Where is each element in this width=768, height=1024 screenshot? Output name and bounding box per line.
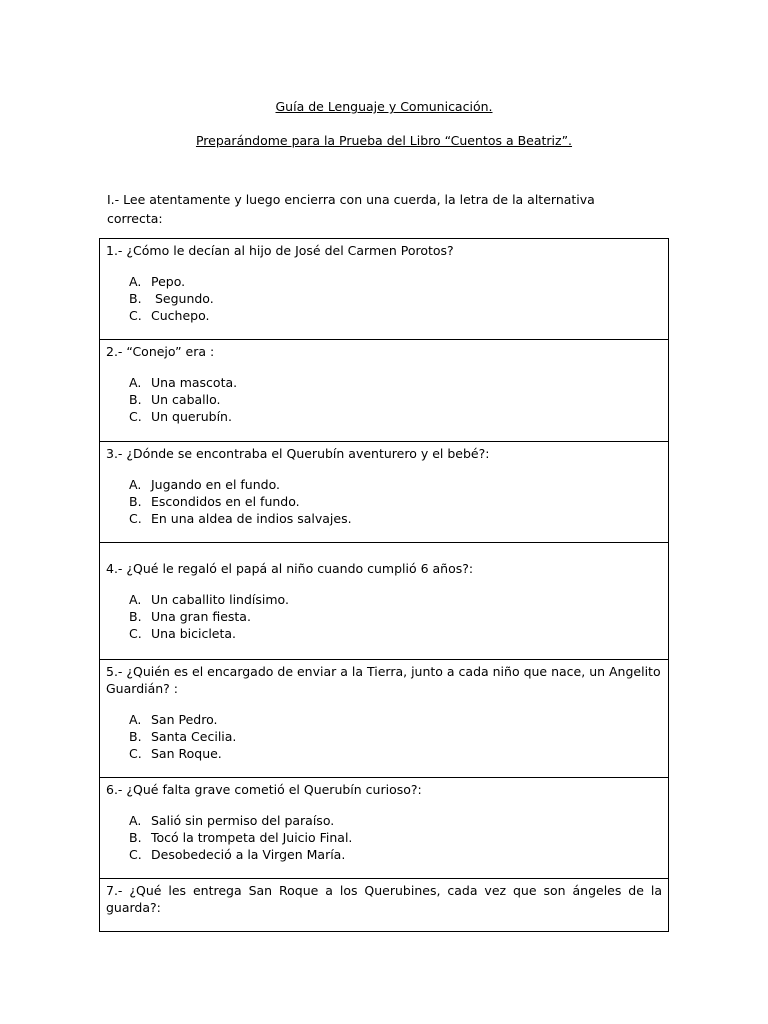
option-letter: C. bbox=[129, 847, 142, 862]
question-row-5 bbox=[100, 660, 669, 778]
option-text: Una bicicleta. bbox=[151, 626, 237, 641]
option-letter: C. bbox=[129, 308, 142, 323]
option-item bbox=[129, 591, 662, 608]
question-row-7 bbox=[100, 879, 669, 932]
question-cell bbox=[100, 239, 669, 340]
question-text: 1.- ¿Cómo le decían al hijo de José del Carmen Porotos? bbox=[106, 243, 454, 258]
question-cell bbox=[100, 442, 669, 543]
option-item bbox=[129, 290, 662, 307]
option-text: Segundo. bbox=[151, 291, 214, 306]
question-cell bbox=[100, 778, 669, 879]
option-item bbox=[129, 273, 662, 290]
option-letter: B. bbox=[129, 392, 142, 407]
option-item bbox=[129, 374, 662, 391]
options-list bbox=[106, 374, 662, 425]
option-text: Un querubín. bbox=[151, 409, 232, 424]
option-item bbox=[129, 608, 662, 625]
question-cell bbox=[100, 340, 669, 442]
option-text: Tocó la trompeta del Juicio Final. bbox=[151, 830, 353, 845]
option-letter: C. bbox=[129, 746, 142, 761]
question-row-6 bbox=[100, 778, 669, 879]
worksheet-subtitle: Preparándome para la Prueba del Libro “Cuentos a Beatriz”. bbox=[195, 133, 573, 148]
question-row-2 bbox=[100, 340, 669, 442]
option-letter: B. bbox=[129, 609, 142, 624]
option-text: Una mascota. bbox=[151, 375, 238, 390]
option-text: Una gran fiesta. bbox=[151, 609, 251, 624]
options-list bbox=[106, 711, 662, 762]
question-text: 3.- ¿Dónde se encontraba el Querubín aventurero y el bebé?: bbox=[106, 446, 490, 461]
options-list bbox=[106, 273, 662, 324]
option-item bbox=[129, 846, 662, 863]
questions-table bbox=[99, 238, 669, 932]
option-item bbox=[129, 391, 662, 408]
option-letter: A. bbox=[129, 477, 142, 492]
option-letter: B. bbox=[129, 830, 142, 845]
option-item bbox=[129, 728, 662, 745]
question-row-4 bbox=[100, 543, 669, 660]
option-text: En una aldea de indios salvajes. bbox=[151, 511, 352, 526]
options-list bbox=[106, 591, 662, 642]
option-text: Salió sin permiso del paraíso. bbox=[151, 813, 335, 828]
option-item bbox=[129, 829, 662, 846]
option-letter: A. bbox=[129, 712, 142, 727]
instruction-text: I.- Lee atentamente y luego encierra con una cuerda, la letra de la alternativa correcta: bbox=[107, 192, 595, 226]
option-text: Escondidos en el fundo. bbox=[151, 494, 300, 509]
option-text: San Pedro. bbox=[151, 712, 218, 727]
question-text: 2.- “Conejo” era : bbox=[106, 344, 215, 359]
option-text: San Roque. bbox=[151, 746, 222, 761]
option-item bbox=[129, 408, 662, 425]
option-text: Pepo. bbox=[151, 274, 186, 289]
question-cell bbox=[100, 879, 669, 932]
option-letter: A. bbox=[129, 813, 142, 828]
option-letter: B. bbox=[129, 494, 142, 509]
worksheet-title: Guía de Lenguaje y Comunicación. bbox=[275, 99, 493, 114]
option-item bbox=[129, 510, 662, 527]
option-item bbox=[129, 476, 662, 493]
option-item bbox=[129, 745, 662, 762]
options-list bbox=[106, 812, 662, 863]
option-letter: B. bbox=[129, 291, 142, 306]
question-cell bbox=[100, 660, 669, 778]
question-text: 6.- ¿Qué falta grave cometió el Querubín curioso?: bbox=[106, 782, 422, 797]
question-text: 5.- ¿Quién es el encargado de enviar a la Tierra, junto a cada niño que nace, un Angelito Guardián? : bbox=[106, 664, 661, 696]
option-text: Jugando en el fundo. bbox=[151, 477, 280, 492]
option-text: Desobedeció a la Virgen María. bbox=[151, 847, 346, 862]
option-letter: C. bbox=[129, 409, 142, 424]
option-letter: B. bbox=[129, 729, 142, 744]
option-letter: A. bbox=[129, 375, 142, 390]
question-cell bbox=[100, 543, 669, 660]
question-text: 7.- ¿Qué les entrega San Roque a los Querubines, cada vez que son ángeles de la guarda?: bbox=[106, 883, 662, 915]
option-text: Cuchepo. bbox=[151, 308, 210, 323]
option-item bbox=[129, 307, 662, 324]
option-letter: A. bbox=[129, 274, 142, 289]
question-row-1 bbox=[100, 239, 669, 340]
question-text: 4.- ¿Qué le regaló el papá al niño cuando cumplió 6 años?: bbox=[106, 561, 474, 576]
option-letter: C. bbox=[129, 511, 142, 526]
option-text: Santa Cecilia. bbox=[151, 729, 237, 744]
option-letter: C. bbox=[129, 626, 142, 641]
options-list bbox=[106, 476, 662, 527]
option-letter: A. bbox=[129, 592, 142, 607]
option-text: Un caballo. bbox=[151, 392, 221, 407]
option-item bbox=[129, 812, 662, 829]
option-text: Un caballito lindísimo. bbox=[151, 592, 289, 607]
option-item bbox=[129, 625, 662, 642]
option-item bbox=[129, 493, 662, 510]
option-item bbox=[129, 711, 662, 728]
question-row-3 bbox=[100, 442, 669, 543]
